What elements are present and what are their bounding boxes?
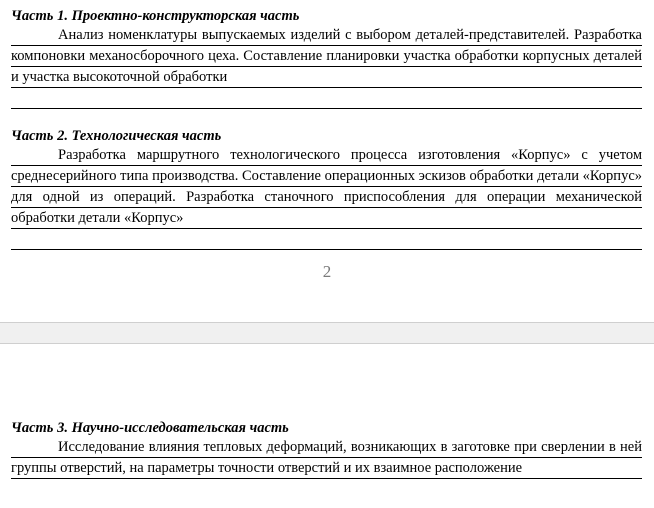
page-number: 2 [322,262,332,281]
section-body-text[interactable]: Исследование влияния тепловых деформаций, возникающих в заготовке при сверлении в ней группы отверстий, на параметры точности отверстий и их взаимное расположение [11,437,642,479]
section-body-text[interactable]: Разработка маршрутного технологического процесса изготовления «Корпус» с учетом среднесерийного типа производства. Составление операционных эскизов обработки детали «Корпус» для одной из операций. Разработка станочного приспособления для операции механической обработки детали «Корпус» [11,145,642,229]
blank-ruled-line [11,229,642,250]
section-heading: Часть 1. Проектно-конструкторская часть [11,8,300,24]
section-heading: Часть 2. Технологическая часть [11,128,222,144]
section-part-2 [11,127,642,250]
document-page-2 [0,344,654,508]
section-part-3 [11,419,642,479]
section-part-1 [11,7,642,109]
section-body-text[interactable]: Анализ номенклатуры выпускаемых изделий с выбором деталей-представителей. Разработка компоновки механосборочного цеха. Составление планировки участка обработки корпусных деталей и участка высокоточной обработки [11,25,642,88]
page-separator [0,322,654,344]
blank-ruled-line [11,88,642,109]
section-heading: Часть 3. Научно-исследовательская часть [11,420,289,436]
